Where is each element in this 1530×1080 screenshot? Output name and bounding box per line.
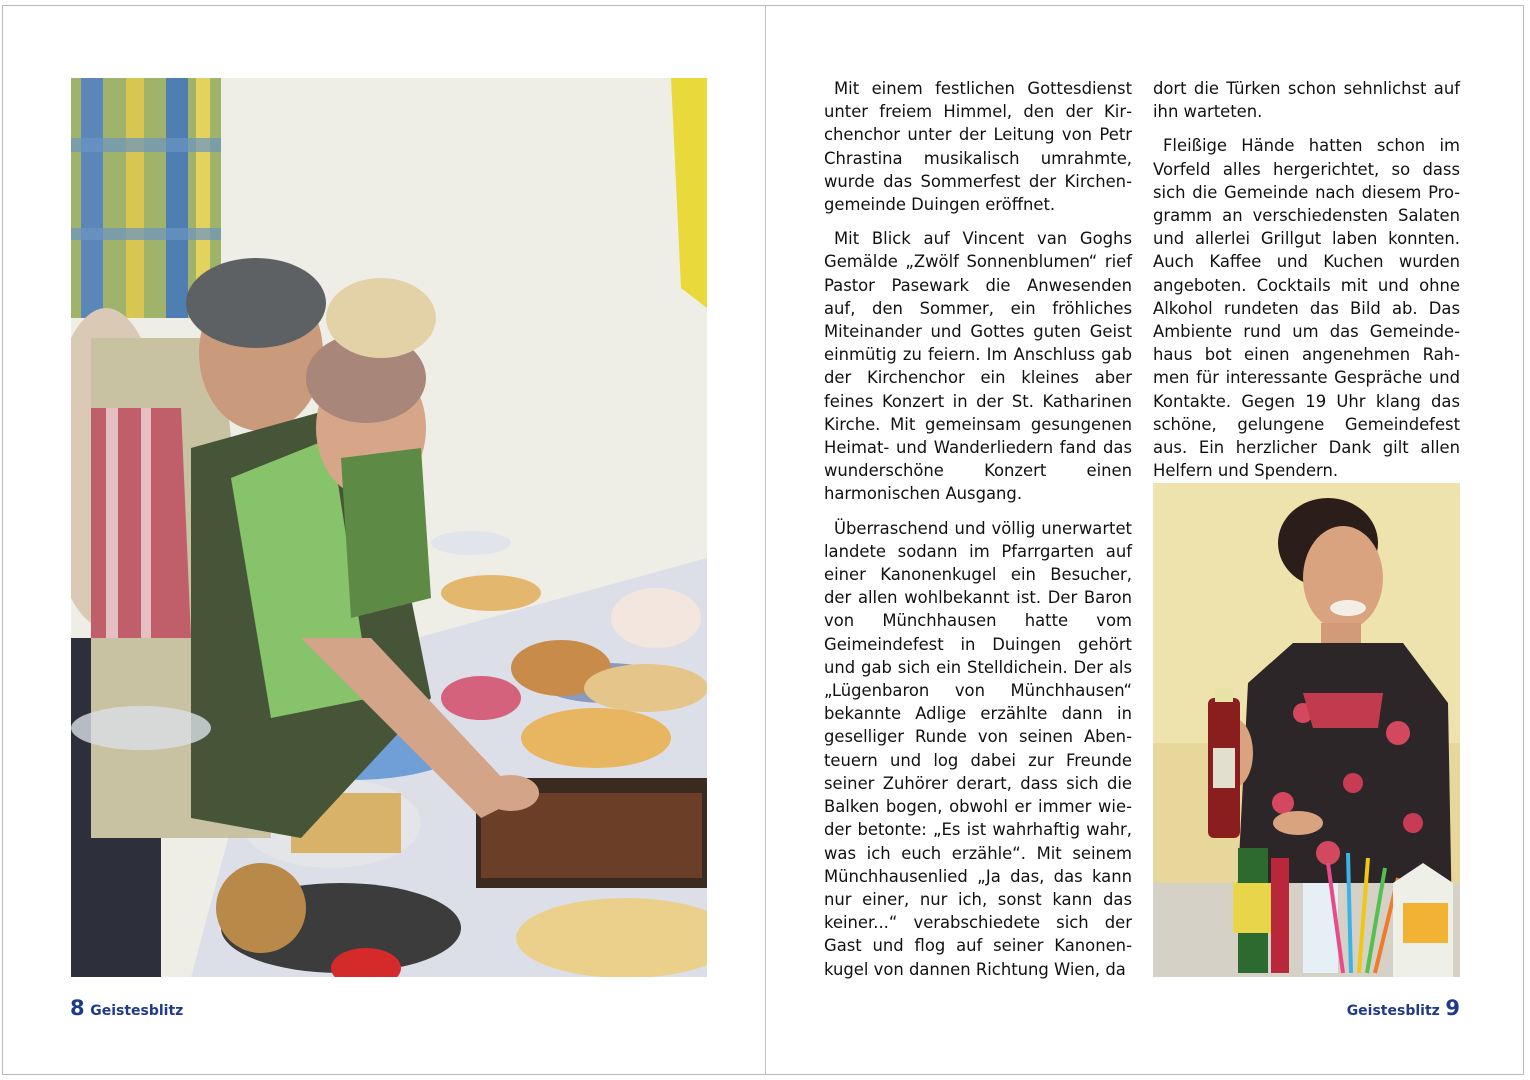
page-spine bbox=[765, 5, 766, 1075]
publication-name: Geistesblitz bbox=[90, 1003, 184, 1019]
paragraph: Überraschend und völlig unerwartet landete sodann im Pfarrgarten auf einer Kanonenkugel ein Besucher, der allen wohlbekannt ist. Der Baron von Münchhausen hatte vom Geimeindefest in Duingen gehört und gab sich ein Stelldichein. Der als „Lügenbaron von Münchhausen“ bekannte Adlige erzählte dann in geselliger Runde von seinen Abenteuern und log dabei zur Freunde seiner Zuhörer derart, dass sich die Balken bogen, obwohl er immer wieder betonte: „Es ist wahrhaftig wahr, was ich euch erzähle“. Mit seinem Münchhausenlied „Ja das, das kann nur einer, nur ich, sonst kann das keiner...“ verabschiedete sich der Gast und flog auf seiner Kanonenkugel von dannen Richtung Wien, da bbox=[824, 518, 1132, 979]
cake-buffet-photo bbox=[71, 78, 707, 977]
paragraph: Fleißige Hände hatten schon im Vorfeld alles hergerichtet, so dass sich die Gemeinde nach diesem Programm an verschiedensten Salaten und allerlei Grillgut laben konnten. Auch Kaffee und Kuchen wurden angeboten. Cocktails mit und ohne Alkohol rundeten das Bild ab. Das Ambiente rund um das Gemeindehaus bot einen angenehmen Rahmen für interessante Gespräche und Kontakte. Gegen 19 Uhr klang das schöne, gelungene Gemeindefest aus. Ein herzlicher Dank gilt allen Helfern und Spendern. bbox=[1153, 136, 1460, 481]
article-column-1 bbox=[824, 77, 1132, 992]
paragraph: Mit einem festlichen Gottesdienst unter freiem Himmel, den der Kirchenchor unter der Leitung von Petr Chrastina musikalisch umrahmte, wurde das Sommerfest der Kirchengemeinde Duingen eröffnet. bbox=[824, 79, 1132, 215]
publication-name: Geistesblitz bbox=[1346, 1003, 1440, 1019]
page-number: 8 bbox=[70, 996, 85, 1020]
folio-right bbox=[1347, 996, 1460, 1020]
drinks-helper-photo bbox=[1153, 483, 1460, 977]
folio-left bbox=[70, 996, 183, 1020]
paragraph: Mit Blick auf Vincent van Goghs Gemälde „Zwölf Sonnenblumen“ rief Pastor Pasewark die Anwesenden auf, den Sommer, ein fröhliches Miteinander und Gottes guten Geist einmütig zu feiern. Im Anschluss gab der Kirchenchor ein kleines aber feines Konzert in der St. Katharinen Kirche. Mit gemeinsam gesungenen Heimat- und Wanderliedern fand das wunderschöne Konzert einen harmonischen Ausgang. bbox=[824, 229, 1132, 504]
article-column-2 bbox=[1153, 77, 1460, 493]
paragraph: dort die Türken schon sehnlichst auf ihn warteten. bbox=[1153, 79, 1460, 122]
page-number: 9 bbox=[1445, 996, 1460, 1020]
